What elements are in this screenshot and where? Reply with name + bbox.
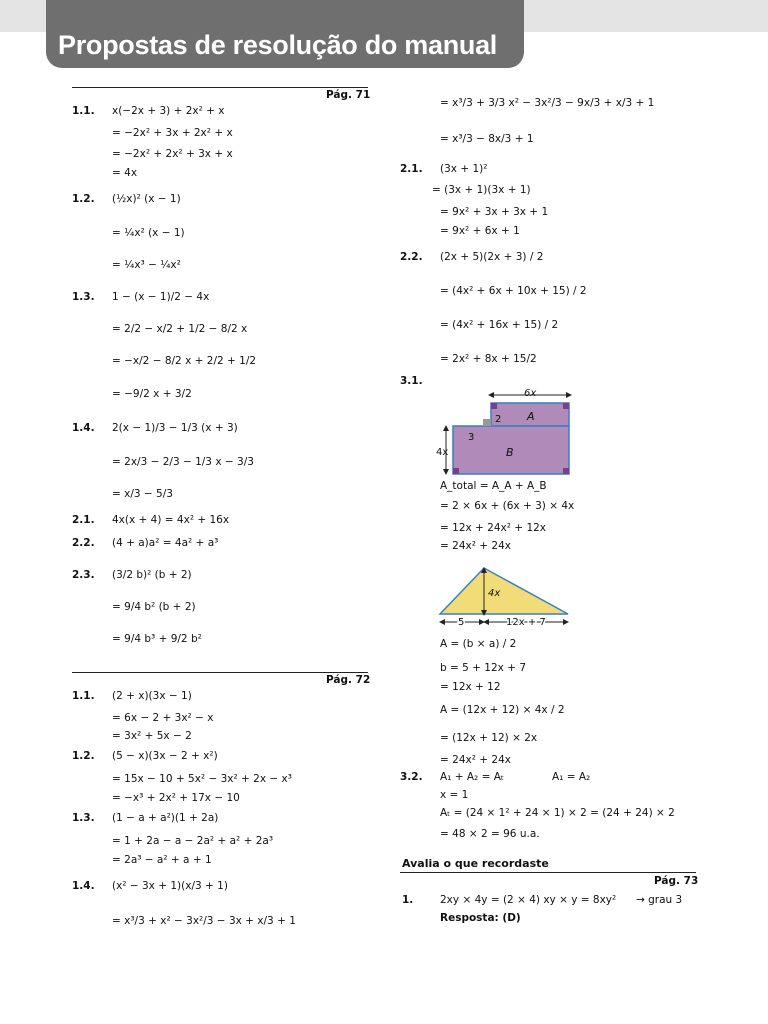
math-line: = 4x	[112, 167, 138, 179]
exercise-label: 2.2.	[72, 537, 95, 549]
fig-label: B	[506, 446, 514, 459]
math-line: (2x + 5)(2x + 3) / 2	[440, 251, 544, 263]
math-line: (4 + a)a² = 4a² + a³	[112, 537, 219, 549]
math-line: = 2a³ − a² + a + 1	[112, 854, 212, 866]
math-line: (3/2 b)² (b + 2)	[112, 569, 192, 581]
math-line: (x² − 3x + 1)(x/3 + 1)	[112, 880, 228, 892]
math-line: = x³/3 + x² − 3x²/3 − 3x + x/3 + 1	[112, 915, 296, 927]
math-line: A₁ = A₂	[552, 771, 591, 783]
exercise-label: 2.1.	[72, 514, 95, 526]
triangle-figure	[436, 562, 576, 630]
math-line: b = 5 + 12x + 7	[440, 662, 527, 674]
page-ref: Pág. 73	[654, 875, 699, 887]
fig-label: 2	[495, 414, 502, 425]
math-line: = (12x + 12) × 2x	[440, 732, 538, 744]
math-line: = 9/4 b² (b + 2)	[112, 601, 196, 613]
fig-label: 4x	[488, 588, 501, 599]
exercise-label: 1.3.	[72, 291, 95, 303]
exercise-label: 1.4.	[72, 422, 95, 434]
math-line: = 9x² + 6x + 1	[440, 225, 520, 237]
math-line: (5 − x)(3x − 2 + x²)	[112, 750, 218, 762]
math-line: = 12x + 24x² + 12x	[440, 522, 547, 534]
math-line: x = 1	[440, 789, 469, 801]
math-line: = ¼x² (x − 1)	[112, 227, 185, 239]
exercise-label: 3.2.	[400, 771, 423, 783]
exercise-label: 1.1.	[72, 105, 95, 117]
math-line: = x³/3 − 8x/3 + 1	[440, 133, 534, 145]
right-angle-mark	[563, 468, 569, 474]
composite-rectangle-figure	[436, 386, 576, 480]
math-line: = 15x − 10 + 5x² − 3x² + 2x − x³	[112, 773, 292, 785]
math-line: = 6x − 2 + 3x² − x	[112, 712, 214, 724]
math-line: = −x/2 − 8/2 x + 2/2 + 1/2	[112, 355, 257, 367]
math-line: = −x³ + 2x² + 17x − 10	[112, 792, 240, 804]
divider	[72, 672, 368, 673]
math-line: (2 + x)(3x − 1)	[112, 690, 192, 702]
math-line: = ¼x³ − ¼x²	[112, 259, 181, 271]
exercise-label: 2.2.	[400, 251, 423, 263]
math-line: = (4x² + 6x + 10x + 15) / 2	[440, 285, 587, 297]
exercise-label: 1.4.	[72, 880, 95, 892]
right-angle-mark	[453, 468, 459, 474]
exercise-label: 1.2.	[72, 750, 95, 762]
math-line: = −2x² + 3x + 2x² + x	[112, 127, 233, 139]
section-heading: Avalia o que recordaste	[402, 857, 549, 870]
math-line: (3x + 1)²	[440, 163, 488, 175]
math-line: = 2x/3 − 2/3 − 1/3 x − 3/3	[112, 456, 254, 468]
exercise-label: 1.1.	[72, 690, 95, 702]
step-mark	[483, 419, 491, 426]
math-line: = (4x² + 16x + 15) / 2	[440, 319, 559, 331]
math-line: A = (12x + 12) × 4x / 2	[440, 704, 565, 716]
math-line: = 9/4 b³ + 9/2 b²	[112, 633, 202, 645]
math-line: = x³/3 + 3/3 x² − 3x²/3 − 9x/3 + x/3 + 1	[440, 97, 655, 109]
math-line: = 2x² + 8x + 15/2	[440, 353, 537, 365]
math-line: A₁ + A₂ = Aₜ	[440, 771, 505, 783]
math-line: = −2x² + 2x² + 3x + x	[112, 148, 233, 160]
divider	[400, 872, 696, 873]
math-line: = (3x + 1)(3x + 1)	[432, 184, 531, 196]
fig-label: 5	[458, 617, 465, 628]
page-title: Propostas de resolução do manual	[58, 30, 498, 60]
math-line: = 9x² + 3x + 3x + 1	[440, 206, 549, 218]
math-line: = 2 × 6x + (6x + 3) × 4x	[440, 500, 575, 512]
math-line: = 2/2 − x/2 + 1/2 − 8/2 x	[112, 323, 248, 335]
math-line: = −9/2 x + 3/2	[112, 388, 192, 400]
math-line: = 12x + 12	[440, 681, 501, 693]
math-line: Aₜ = (24 × 1² + 24 × 1) × 2 = (24 + 24) × 2	[440, 807, 675, 819]
math-line: = 24x² + 24x	[440, 540, 511, 552]
fig-label: 12x + 7	[506, 617, 546, 628]
math-line: → grau 3	[636, 894, 683, 906]
triangle	[440, 568, 568, 614]
right-angle-mark	[491, 403, 497, 409]
answer: Resposta: (D)	[440, 912, 521, 924]
exercise-label: 3.1.	[400, 375, 423, 387]
exercise-label: 2.3.	[72, 569, 95, 581]
math-line: A = (b × a) / 2	[440, 638, 517, 650]
math-line: = 24x² + 24x	[440, 754, 511, 766]
math-line: = 3x² + 5x − 2	[112, 730, 192, 742]
math-line: = 1 + 2a − a − 2a² + a² + 2a³	[112, 835, 274, 847]
right-angle-mark	[563, 403, 569, 409]
math-line: 2(x − 1)/3 − 1/3 (x + 3)	[112, 422, 238, 434]
fig-label: 3	[468, 432, 475, 443]
page-ref: Pág. 71	[326, 89, 371, 101]
exercise-label: 1.	[402, 894, 414, 906]
math-line: (½x)² (x − 1)	[112, 193, 181, 205]
exercise-label: 2.1.	[400, 163, 423, 175]
exercise-label: 1.3.	[72, 812, 95, 824]
exercise-label: 1.2.	[72, 193, 95, 205]
math-line: A_total = A_A + A_B	[440, 480, 547, 492]
fig-label: 6x	[524, 388, 537, 399]
math-line: 4x(x + 4) = 4x² + 16x	[112, 514, 230, 526]
math-line: (1 − a + a²)(1 + 2a)	[112, 812, 219, 824]
fig-label: 4x	[436, 447, 449, 458]
fig-label: A	[527, 410, 535, 423]
math-line: = x/3 − 5/3	[112, 488, 173, 500]
math-line: x(−2x + 3) + 2x² + x	[112, 105, 225, 117]
divider	[72, 87, 368, 88]
math-line: = 48 × 2 = 96 u.a.	[440, 828, 540, 840]
math-line: 2xy × 4y = (2 × 4) xy × y = 8xy²	[440, 894, 617, 906]
page-ref: Pág. 72	[326, 674, 371, 686]
math-line: 1 − (x − 1)/2 − 4x	[112, 291, 210, 303]
